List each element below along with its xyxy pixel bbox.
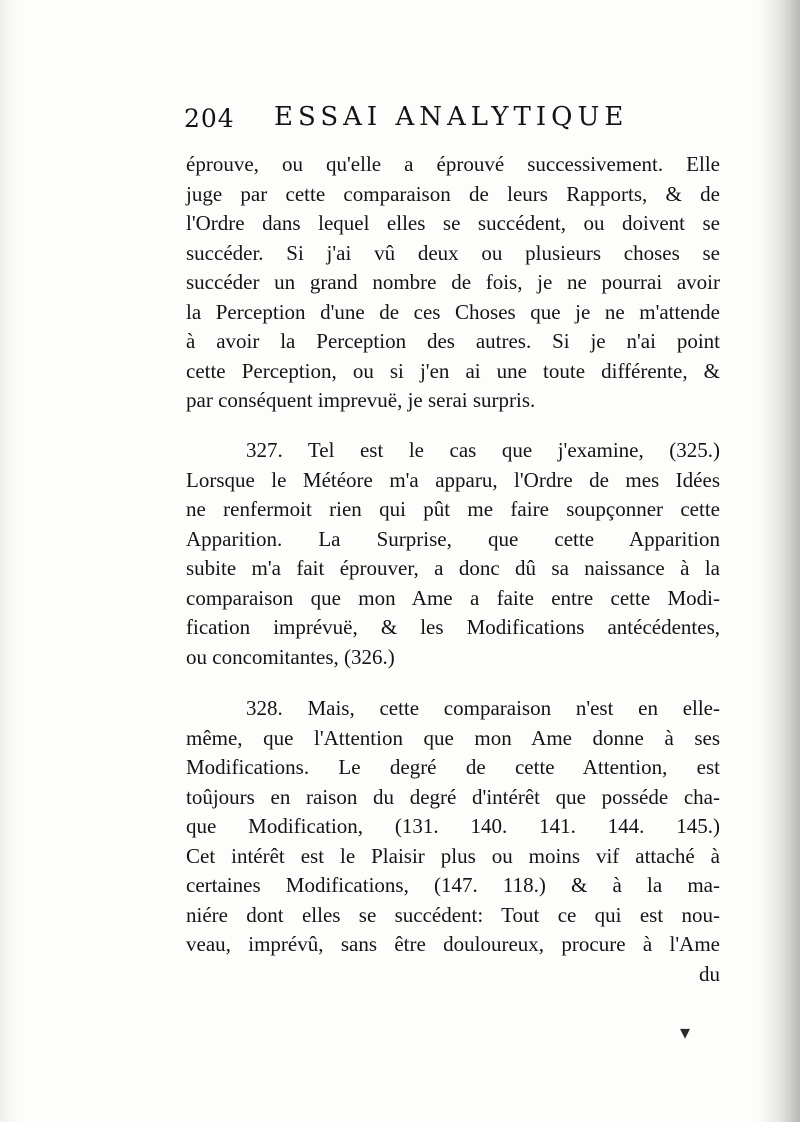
- text-line: éprouve, ou qu'elle a éprouvé successivement. Elle: [186, 152, 720, 176]
- text-line: 327. Tel est le cas que j'examine, (325.): [246, 438, 720, 462]
- running-title: ESSAI ANALYTIQUE: [274, 102, 629, 132]
- paragraph-327: [186, 436, 720, 672]
- text-line: Modifications. Le degré de cette Attention, est: [186, 755, 720, 779]
- text-line: Cet intérêt est le Plaisir plus ou moins vif attaché à: [186, 843, 720, 868]
- text-line: Lorsque le Météore m'a apparu, l'Ordre de mes Idées: [186, 467, 720, 492]
- text-line: succéder un grand nombre de fois, je ne pourrai avoir: [186, 270, 720, 294]
- text-line: même, que l'Attention que mon Ame donne à ses: [186, 725, 720, 750]
- text-line: Apparition. La Surprise, que cette Apparition: [186, 526, 720, 551]
- text-line: certaines Modifications, (147. 118.) & à la ma-: [186, 873, 720, 897]
- text-line: veau, imprévû, sans être douloureux, procure à l'Ame: [186, 932, 720, 956]
- text-line: subite m'a fait éprouver, a donc dû sa naissance à la: [186, 556, 720, 580]
- text-line: succéder. Si j'ai vû deux ou plusieurs choses se: [186, 240, 720, 265]
- text-line: cette Perception, ou si j'en ai une toute différente, &: [186, 358, 720, 383]
- page-header: [184, 100, 724, 140]
- right-page-shadow: [758, 0, 800, 1122]
- text-line: que Modification, (131. 140. 141. 144. 145.): [186, 814, 720, 838]
- text-line: toûjours en raison du degré d'intérêt que posséde cha-: [186, 784, 720, 809]
- text-line: juge par cette comparaison de leurs Rapports, & de: [186, 181, 720, 206]
- text-line: ne renfermoit rien qui pût me faire soupçonner cette: [186, 497, 720, 521]
- paragraph-328: [186, 694, 720, 989]
- page-number: 204: [184, 104, 235, 133]
- text-line: fication imprévuë, & les Modifications antécédentes,: [186, 615, 720, 639]
- left-page-shadow: [0, 0, 18, 1122]
- text-line: la Perception d'une de ces Choses que je ne m'attende: [186, 299, 720, 324]
- text-line: comparaison que mon Ame a faite entre cette Modi-: [186, 585, 720, 610]
- text-line: 328. Mais, cette comparaison n'est en elle-: [246, 696, 720, 720]
- text-line: par conséquent imprevuë, je serai surpris.: [186, 388, 536, 412]
- catchword: du: [699, 961, 720, 986]
- text-line: à avoir la Perception des autres. Si je n'ai point: [186, 329, 720, 353]
- text-line: ou concomitantes, (326.): [186, 644, 395, 669]
- text-line: niére dont elles se succédent: Tout ce qui est nou-: [186, 902, 720, 927]
- text-line: l'Ordre dans lequel elles se succédent, ou doivent se: [186, 211, 720, 235]
- footer-mark: ▾: [680, 1020, 691, 1044]
- paragraph-continued: [186, 150, 720, 416]
